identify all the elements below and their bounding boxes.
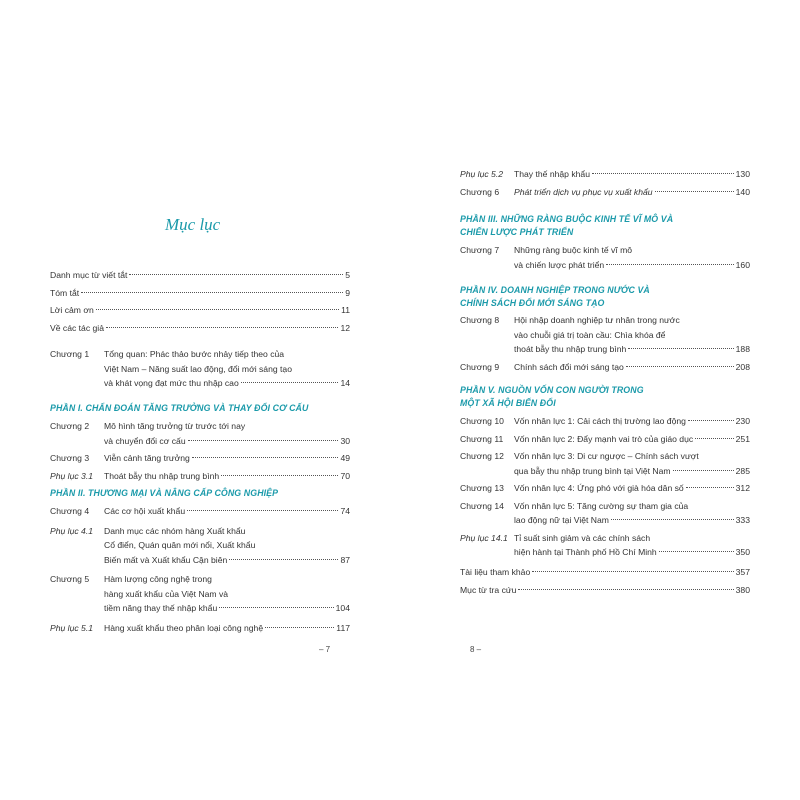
page-number: 12 xyxy=(340,322,350,333)
toc-entry xyxy=(460,583,750,598)
heading-line: MỘT XÃ HỘI BIẾN ĐỔI xyxy=(460,398,556,408)
entry-label: Chương 14 xyxy=(460,500,504,511)
part-4-entries xyxy=(460,313,750,374)
entry-title xyxy=(104,504,350,519)
entry-line: vào chuỗi giá trị toàn cầu: Chìa khóa để xyxy=(514,329,666,340)
dot-leader xyxy=(688,420,734,421)
page-number: 70 xyxy=(340,470,350,481)
toc-entry xyxy=(460,449,750,478)
dot-leader xyxy=(187,510,338,511)
right-page-folio: 8 – xyxy=(470,645,482,654)
toc-entry xyxy=(460,432,750,447)
entry-label: Lời cảm ơn xyxy=(50,305,94,315)
entry-label: Chương 2 xyxy=(50,421,90,431)
entry-line: Mô hình tăng trưởng từ trước tới nay xyxy=(104,421,246,431)
entry-label: Về các tác giả xyxy=(50,322,104,333)
front-matter-list xyxy=(50,268,350,335)
page-number: 333 xyxy=(735,515,750,525)
entry-label: Chương 6 xyxy=(460,186,500,197)
heading-line: PHẦN V. NGUỒN VỐN CON NGƯỜI TRONG xyxy=(460,385,644,395)
page-number: 380 xyxy=(735,584,750,595)
part-3-entries xyxy=(460,243,750,272)
toc-entry xyxy=(50,469,350,484)
toc-entry xyxy=(50,347,350,391)
chapter-1-entry xyxy=(50,347,350,391)
toc-entry xyxy=(460,185,750,200)
dot-leader xyxy=(229,559,338,560)
entry-label: Phụ lục 5.1 xyxy=(50,622,93,633)
entry-line: Biến mất và Xuất khẩu Cận biên xyxy=(104,554,228,565)
toc-entry xyxy=(460,360,750,375)
page-number: 312 xyxy=(735,483,750,493)
toc-entry xyxy=(460,167,750,182)
toc-entry xyxy=(50,268,350,283)
part-1-entries xyxy=(50,419,350,483)
entry-title xyxy=(104,621,350,636)
dot-leader xyxy=(606,264,733,265)
entry-line: và khát vọng đạt mức thu nhập cao xyxy=(104,378,239,388)
entry-label: Chương 13 xyxy=(460,483,504,493)
page-number: 285 xyxy=(735,465,750,476)
entry-label: Chương 9 xyxy=(460,361,500,372)
toc-entry xyxy=(460,414,750,429)
entry-line: Tỉ suất sinh giảm và các chính sách xyxy=(514,532,651,543)
dot-leader xyxy=(686,487,734,488)
entry-label: Chương 12 xyxy=(460,451,504,461)
entry-title xyxy=(104,572,350,616)
entry-line: Hội nhập doanh nghiệp tư nhân trong nước xyxy=(514,315,680,325)
entry-line: Danh mục các nhóm hàng Xuất khẩu xyxy=(104,525,246,536)
entry-line: Thoát bẫy thu nhập trung bình xyxy=(104,470,220,481)
dot-leader xyxy=(611,519,734,520)
toc-entry xyxy=(50,572,350,616)
heading-line: PHẦN III. NHỮNG RÀNG BUỘC KINH TẾ VĨ MÔ VÀ xyxy=(460,214,674,224)
entry-title xyxy=(514,313,750,357)
entry-line: Hàng xuất khẩu theo phân loại công nghệ xyxy=(104,622,264,633)
entry-label: Phụ lục 5.2 xyxy=(460,169,503,179)
entry-line: Chính sách đổi mới sáng tạo xyxy=(514,361,624,372)
entry-line: và chuyển đổi cơ cấu xyxy=(104,435,186,446)
entry-line: Việt Nam – Năng suất lao động, đổi mới sáng tạo xyxy=(104,363,292,374)
entry-line: Hàm lượng công nghệ trong xyxy=(104,574,212,584)
entry-line: Cổ điển, Quán quân mới nổi, Xuất khẩu xyxy=(104,540,256,550)
page-number: 117 xyxy=(336,622,350,633)
part-5-heading xyxy=(460,384,750,410)
page-number: 87 xyxy=(340,554,350,565)
entry-label: Phụ lục 3.1 xyxy=(50,470,93,481)
page-number: 251 xyxy=(735,433,750,444)
entry-line: qua bẫy thu nhập trung bình tại Việt Nam xyxy=(514,465,671,476)
entry-label: Danh mục từ viết tắt xyxy=(50,270,128,280)
entry-label: Mục từ tra cứu xyxy=(460,584,517,595)
entry-line: Phát triển dịch vụ phục vụ xuất khẩu xyxy=(514,186,653,197)
toc-entry xyxy=(460,243,750,272)
right-page xyxy=(460,0,750,800)
dot-leader xyxy=(695,438,733,439)
toc-entry xyxy=(50,451,350,466)
entry-line: hiện hành tại Thành phố Hồ Chí Minh xyxy=(514,547,657,557)
toc-entry xyxy=(50,504,350,519)
page-number: 357 xyxy=(735,567,750,577)
left-page-folio: – 7 xyxy=(319,645,331,654)
part-2-entries xyxy=(50,504,350,635)
toc-title: Mục lục xyxy=(165,215,221,234)
entry-title xyxy=(104,347,350,391)
entry-line: thoát bẫy thu nhập trung bình xyxy=(514,344,627,354)
entry-label: Tóm tắt xyxy=(50,287,80,298)
entry-title xyxy=(104,419,350,448)
toc-entry xyxy=(460,481,750,496)
page-number: 104 xyxy=(335,603,350,613)
toc-entry xyxy=(460,531,750,560)
entry-title xyxy=(514,167,750,182)
back-matter-list xyxy=(460,565,750,597)
part-3-heading xyxy=(460,213,750,239)
dot-leader xyxy=(188,440,339,441)
entry-title xyxy=(514,499,750,528)
entry-label: Phụ lục 14.1 xyxy=(460,532,508,543)
entry-title xyxy=(514,414,750,429)
entry-label: Chương 4 xyxy=(50,506,90,516)
entry-line: Vốn nhân lực 3: Di cư ngược – Chính sách vượt xyxy=(514,451,699,461)
heading-line: CHÍNH SÁCH ĐỔI MỚI SÁNG TẠO xyxy=(460,298,605,308)
page-number: 14 xyxy=(340,378,350,388)
entry-line: Những ràng buộc kinh tế vĩ mô xyxy=(514,245,633,255)
entry-line: Tổng quan: Phác thảo bước nhảy tiếp theo của xyxy=(104,349,285,359)
entry-title xyxy=(514,481,750,496)
dot-leader xyxy=(81,292,343,293)
continued-entries xyxy=(460,167,750,199)
dot-leader xyxy=(241,382,339,383)
dot-leader xyxy=(129,274,343,275)
dot-leader xyxy=(96,309,339,310)
dot-leader xyxy=(518,589,733,590)
toc-entry xyxy=(50,621,350,636)
toc-entry xyxy=(50,419,350,448)
page-number: 208 xyxy=(735,361,750,372)
dot-leader xyxy=(219,607,333,608)
entry-title xyxy=(514,531,750,560)
entry-line: hàng xuất khẩu của Việt Nam và xyxy=(104,588,229,599)
dot-leader xyxy=(265,627,334,628)
entry-line: Vốn nhân lực 4: Ứng phó với già hóa dân số xyxy=(514,483,684,493)
part-5-entries xyxy=(460,414,750,560)
page-number: 9 xyxy=(345,287,350,298)
entry-line: lao động nữ tại Việt Nam xyxy=(514,515,609,525)
page-number: 130 xyxy=(735,169,750,179)
toc-entry xyxy=(50,303,350,318)
part-1-heading: PHẦN I. CHẨN ĐOÁN TĂNG TRƯỞNG VÀ THAY ĐỔI CƠ CẤU xyxy=(50,403,309,413)
entry-line: Vốn nhân lực 1: Cải cách thị trường lao động xyxy=(514,416,686,426)
page-number: 11 xyxy=(341,305,350,315)
part-4-heading xyxy=(460,284,750,310)
toc-entry xyxy=(460,499,750,528)
dot-leader xyxy=(221,475,338,476)
entry-title xyxy=(104,524,350,568)
entry-line: Thay thế nhập khẩu xyxy=(514,169,590,179)
toc-entry xyxy=(460,565,750,580)
part-2-heading: PHẦN II. THƯƠNG MẠI VÀ NÂNG CẤP CÔNG NGHIỆP xyxy=(50,488,279,498)
entry-label: Chương 1 xyxy=(50,349,90,359)
entry-title xyxy=(514,360,750,375)
entry-label: Chương 8 xyxy=(460,315,500,325)
entry-label: Chương 10 xyxy=(460,416,504,426)
toc-entry xyxy=(50,286,350,301)
heading-line: PHẦN IV. DOANH NGHIỆP TRONG NƯỚC VÀ xyxy=(460,285,650,295)
dot-leader xyxy=(192,457,339,458)
page-number: 140 xyxy=(735,186,750,197)
toc-entry xyxy=(460,313,750,357)
page-number: 160 xyxy=(735,259,750,270)
toc-entry xyxy=(50,321,350,336)
page-number: 5 xyxy=(345,270,350,280)
toc-entry xyxy=(50,524,350,568)
dot-leader xyxy=(106,327,338,328)
entry-line: Vốn nhân lực 2: Đẩy mạnh vai trò của giáo dục xyxy=(514,433,694,444)
entry-line: Viễn cảnh tăng trưởng xyxy=(104,453,190,463)
dot-leader xyxy=(659,551,734,552)
entry-title xyxy=(104,469,350,484)
entry-label: Chương 5 xyxy=(50,574,90,584)
page-number: 49 xyxy=(340,453,350,463)
entry-title xyxy=(514,432,750,447)
heading-line: CHIẾN LƯỢC PHÁT TRIỂN xyxy=(460,227,574,237)
entry-title xyxy=(514,449,750,478)
entry-label: Phụ lục 4.1 xyxy=(50,525,93,536)
page-number: 188 xyxy=(735,344,750,354)
entry-line: và chiến lược phát triển xyxy=(514,259,605,270)
dot-leader xyxy=(673,470,734,471)
entry-line: Các cơ hội xuất khẩu xyxy=(104,506,186,516)
entry-label: Chương 11 xyxy=(460,433,504,444)
page-number: 30 xyxy=(340,435,350,446)
left-page xyxy=(50,0,350,800)
entry-label: Chương 7 xyxy=(460,245,500,255)
page-number: 74 xyxy=(340,506,350,516)
entry-title xyxy=(514,185,750,200)
page-number: 350 xyxy=(735,547,750,557)
page-number: 230 xyxy=(735,416,750,426)
dot-leader xyxy=(592,173,734,174)
entry-line: Vốn nhân lực 5: Tăng cường sự tham gia của xyxy=(514,500,689,511)
entry-title xyxy=(104,451,350,466)
entry-title xyxy=(514,243,750,272)
dot-leader xyxy=(655,191,734,192)
dot-leader xyxy=(626,366,734,367)
entry-line: tiềm năng thay thế nhập khẩu xyxy=(104,603,218,613)
entry-label: Tài liệu tham khảo xyxy=(460,567,531,577)
entry-label: Chương 3 xyxy=(50,453,90,463)
dot-leader xyxy=(628,348,733,349)
dot-leader xyxy=(532,571,733,572)
